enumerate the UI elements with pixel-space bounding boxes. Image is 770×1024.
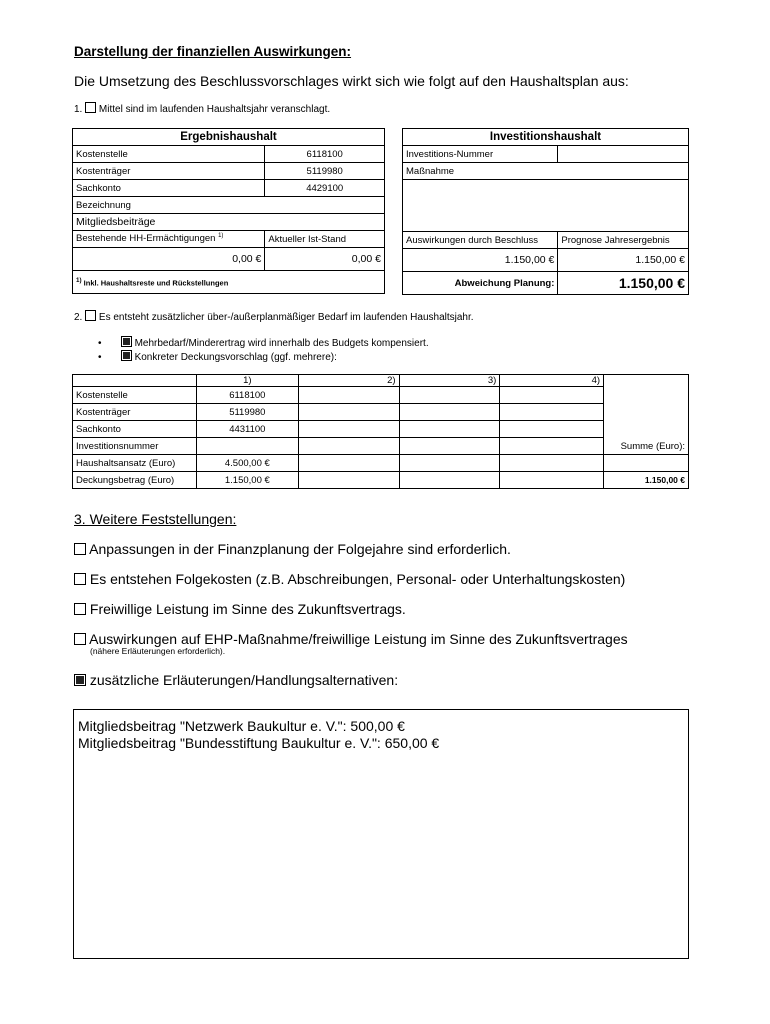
- section3-item: [74, 631, 628, 647]
- bullet-label: Konkreter Deckungsvorschlag (ggf. mehrere):: [134, 352, 337, 363]
- invest-nummer-value[interactable]: [558, 146, 689, 163]
- deckung-cell[interactable]: [399, 421, 500, 438]
- deckung-col-header: 4): [500, 375, 604, 387]
- deckung-cell[interactable]: 4431100: [196, 421, 298, 438]
- deckung-table: [72, 374, 689, 489]
- erlaeuterung-line: Mitgliedsbeitrag "Netzwerk Baukultur e. V.": 500,00 €: [78, 718, 405, 734]
- invest-nummer-label: Investitions-Nummer: [403, 146, 558, 163]
- section3-item: [74, 541, 511, 557]
- ergebnis-row-label: Kostenstelle: [73, 146, 265, 163]
- section3-checkbox[interactable]: [74, 573, 86, 585]
- bestehende-value[interactable]: 0,00 €: [73, 248, 265, 271]
- deckung-col-header: 3): [399, 375, 500, 387]
- section3-item-label: Es entstehen Folgekosten (z.B. Abschreibungen, Personal- oder Unterhaltungskosten): [89, 571, 626, 587]
- item2-row: [74, 310, 474, 323]
- abweichung-value[interactable]: 1.150,00 €: [558, 272, 689, 295]
- item1-row: [74, 102, 330, 115]
- deckung-cell[interactable]: [500, 387, 604, 404]
- bullet-checkbox-deckung[interactable]: [121, 350, 132, 361]
- section3-checkbox[interactable]: [74, 543, 86, 555]
- deckung-cell[interactable]: [298, 404, 399, 421]
- bullet-item: [98, 336, 429, 349]
- deckung-cell[interactable]: [298, 455, 399, 472]
- deckung-cell[interactable]: [500, 404, 604, 421]
- deckung-row-label: Sachkonto: [73, 421, 197, 438]
- summe-value[interactable]: 1.150,00 €: [604, 472, 689, 489]
- deckung-cell[interactable]: [298, 472, 399, 489]
- ergebnis-bezeichnung-label: Bezeichnung: [73, 197, 385, 214]
- section3-checkbox[interactable]: [74, 603, 86, 615]
- ergebnis-row-label: Sachkonto: [73, 180, 265, 197]
- deckung-row-label: Kostenstelle: [73, 387, 197, 404]
- section3-item-label: Auswirkungen auf EHP-Maßnahme/freiwillige Leistung im Sinne des Zukunftsvertrages: [89, 631, 628, 647]
- invest-massnahme-area[interactable]: [403, 180, 689, 232]
- deckung-cell[interactable]: [500, 421, 604, 438]
- deckung-row-label: Investitionsnummer: [73, 438, 197, 455]
- ergebnishaushalt-table: [72, 128, 385, 294]
- deckung-cell[interactable]: [399, 455, 500, 472]
- deckung-cell[interactable]: [298, 421, 399, 438]
- deckung-cell[interactable]: [399, 404, 500, 421]
- section3-item: [74, 601, 406, 617]
- item1-checkbox[interactable]: [85, 102, 96, 113]
- ergebnis-kostentraeger-value[interactable]: 5119980: [265, 163, 385, 180]
- deckung-col-header: 1): [196, 375, 298, 387]
- invest-massnahme-value[interactable]: [558, 163, 689, 180]
- section3-item-label: Anpassungen in der Finanzplanung der Folgejahre sind erforderlich.: [89, 541, 511, 557]
- col-bestehende-header: [73, 231, 265, 248]
- section3-item: [74, 571, 625, 587]
- item1-number: 1.: [74, 104, 83, 115]
- erlaeuterung-line: Mitgliedsbeitrag "Bundesstiftung Baukultur e. V.": 650,00 €: [78, 735, 440, 751]
- col-auswirkungen-header: Auswirkungen durch Beschluss: [403, 232, 558, 249]
- erlaeuterungen-textbox[interactable]: [73, 709, 689, 959]
- intro-text: Die Umsetzung des Beschlussvorschlages wirkt sich wie folgt auf den Haushaltsplan aus:: [74, 73, 629, 89]
- footnote-text: Inkl. Haushaltsreste und Rückstellungen: [83, 278, 229, 288]
- deckung-cell[interactable]: [298, 387, 399, 404]
- bullet-icon: •: [98, 352, 102, 363]
- footnote-cell: [73, 271, 385, 294]
- deckung-cell[interactable]: 5119980: [196, 404, 298, 421]
- deckung-cell[interactable]: 1.150,00 €: [196, 472, 298, 489]
- auswirkungen-value[interactable]: 1.150,00 €: [403, 249, 558, 272]
- deckung-cell[interactable]: [500, 438, 604, 455]
- item2-number: 2.: [74, 312, 83, 323]
- ergebnis-bezeichnung-value[interactable]: Mitgliedsbeiträge: [73, 214, 385, 231]
- item2-label: Es entsteht zusätzlicher über-/außerplanmäßiger Bedarf im laufenden Haushaltsjahr.: [98, 312, 474, 323]
- deckung-col-header: 2): [298, 375, 399, 387]
- section3-checkbox[interactable]: [74, 633, 86, 645]
- col-bestehende-label: Bestehende HH-Ermächtigungen: [76, 233, 216, 245]
- section3-item-label: zusätzliche Erläuterungen/Handlungsalternativen:: [89, 672, 399, 688]
- col-aktueller-header: Aktueller Ist-Stand: [265, 231, 385, 248]
- footnote-marker: 1): [218, 233, 224, 240]
- deckung-cell[interactable]: [399, 438, 500, 455]
- deckung-corner: [73, 375, 197, 387]
- col-prognose-header: Prognose Jahresergebnis: [558, 232, 689, 249]
- item2-checkbox[interactable]: [85, 310, 96, 321]
- section3-checkbox-erlaeuterungen[interactable]: [74, 674, 86, 686]
- deckung-row-label: Deckungsbetrag (Euro): [73, 472, 197, 489]
- deckung-row-label: Kostenträger: [73, 404, 197, 421]
- ergebnis-sachkonto-value[interactable]: 4429100: [265, 180, 385, 197]
- investitionshaushalt-table: [402, 128, 689, 295]
- deckung-cell[interactable]: [399, 472, 500, 489]
- deckung-cell[interactable]: 4.500,00 €: [196, 455, 298, 472]
- summe-label: Summe (Euro):: [604, 375, 689, 455]
- footnote-sup: 1): [76, 276, 82, 284]
- summe-spacer: [604, 455, 689, 472]
- invest-massnahme-label: Maßnahme: [403, 163, 558, 180]
- deckung-cell[interactable]: [196, 438, 298, 455]
- section3-item: [74, 672, 398, 688]
- deckung-cell[interactable]: [399, 387, 500, 404]
- section3-item-label: Freiwillige Leistung im Sinne des Zukunftsvertrags.: [89, 601, 406, 617]
- bullet-label: Mehrbedarf/Minderertrag wird innerhalb des Budgets kompensiert.: [134, 338, 429, 349]
- section3-note: (nähere Erläuterungen erforderlich).: [90, 646, 226, 656]
- prognose-value[interactable]: 1.150,00 €: [558, 249, 689, 272]
- item1-label: Mittel sind im laufenden Haushaltsjahr veranschlagt.: [98, 104, 331, 115]
- deckung-cell[interactable]: 6118100: [196, 387, 298, 404]
- ergebnis-title: Ergebnishaushalt: [73, 129, 385, 146]
- section3-title: 3. Weitere Feststellungen:: [74, 511, 237, 527]
- bullet-checkbox-mehrbedarf[interactable]: [121, 336, 132, 347]
- aktueller-value[interactable]: 0,00 €: [265, 248, 385, 271]
- bullet-item: [98, 350, 337, 363]
- bullet-icon: •: [98, 338, 102, 349]
- ergebnis-row-label: Kostenträger: [73, 163, 265, 180]
- deckung-cell[interactable]: [500, 455, 604, 472]
- deckung-cell[interactable]: [298, 438, 399, 455]
- invest-title: Investitionshaushalt: [403, 129, 689, 146]
- page-title: Darstellung der finanziellen Auswirkungen:: [74, 44, 352, 59]
- deckung-row-label: Haushaltsansatz (Euro): [73, 455, 197, 472]
- deckung-cell[interactable]: [500, 472, 604, 489]
- abweichung-label: Abweichung Planung:: [403, 272, 558, 295]
- ergebnis-kostenstelle-value[interactable]: 6118100: [265, 146, 385, 163]
